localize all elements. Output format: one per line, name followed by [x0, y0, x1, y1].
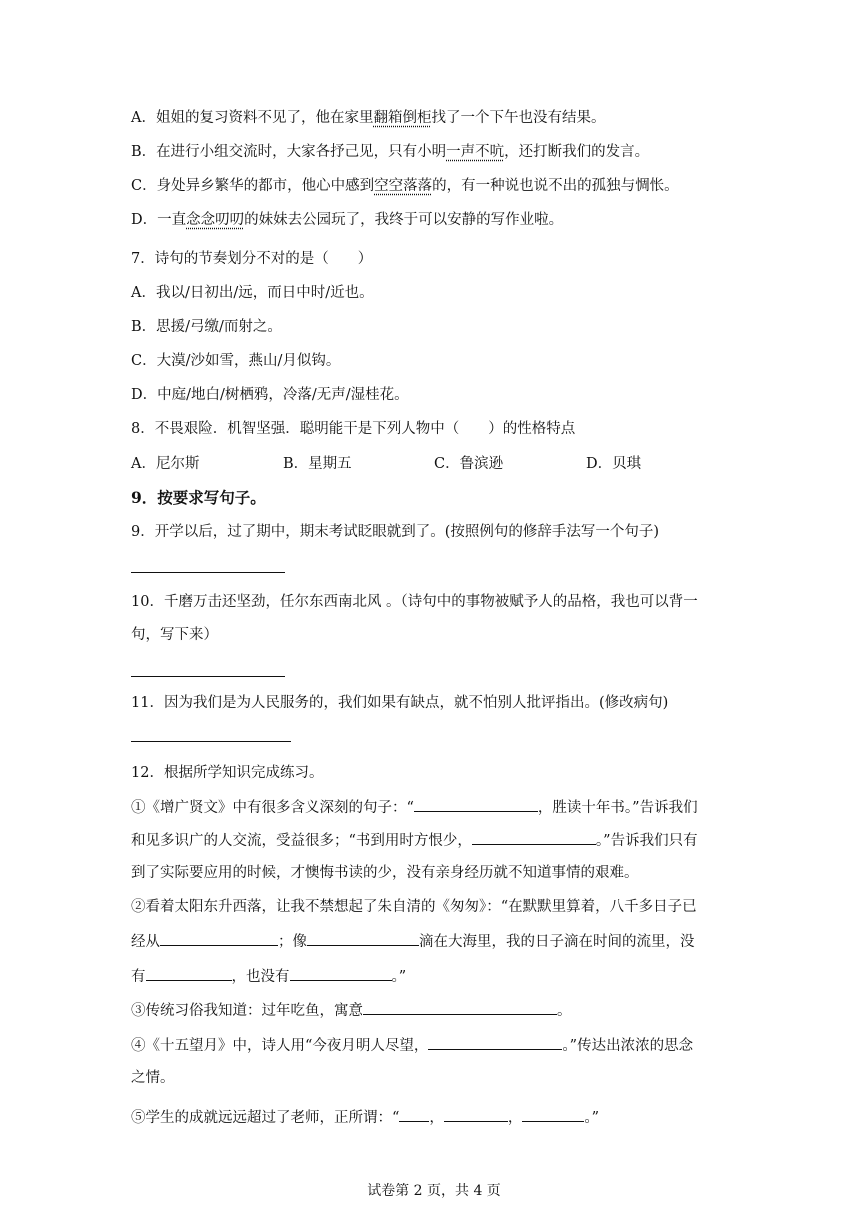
- q12-part2-line3: [131, 966, 406, 987]
- fill-blank[interactable]: [146, 966, 232, 981]
- q6-option-b: [131, 142, 649, 162]
- text: ，: [507, 1110, 523, 1126]
- option-text: 的妹妹去公园玩了，我终于可以安静的写作业啦。: [244, 212, 564, 228]
- fill-blank[interactable]: [444, 1107, 508, 1122]
- q6-option-a: [131, 108, 605, 128]
- option-text: D．一直: [131, 212, 187, 228]
- fill-blank[interactable]: [290, 966, 392, 981]
- answer-line[interactable]: [131, 676, 285, 677]
- q10-line-1: 10．千磨万击还坚劲，任尔东西南北风 。（诗句中的事物被赋予人的品格，我也可以背一: [131, 594, 698, 610]
- text: 。”: [391, 969, 407, 985]
- q11-prompt: 11．因为我们是为人民服务的，我们如果有缺点，就不怕别人批评指出。(修改病句): [131, 695, 669, 711]
- q7-stem: 7．诗句的节奏划分不对的是（ ）: [131, 251, 373, 267]
- q12-part3: [131, 1000, 572, 1021]
- q7-option-d: D．中庭/地白/树栖鸦，冷落/无声/湿桂花。: [131, 387, 409, 403]
- option-text: 找了一个下午也没有结果。: [431, 110, 606, 126]
- text: 。”传达出浓浓的思念: [562, 1038, 694, 1054]
- text: ；像: [278, 934, 307, 950]
- dotted-word: 一声不吭: [446, 144, 505, 160]
- q8-option-b: B．星期五: [283, 456, 352, 472]
- option-text: C．身处异乡繁华的都市，他心中感到: [131, 178, 375, 194]
- fill-blank[interactable]: [414, 797, 538, 812]
- text: 有: [131, 969, 146, 985]
- q12-part2-line2: [131, 931, 695, 952]
- text: ，也没有: [231, 969, 290, 985]
- option-text: B．在进行小组交流时，大家各抒己见，只有小明: [131, 144, 447, 160]
- fill-blank[interactable]: [399, 1107, 429, 1122]
- text: 。”: [584, 1110, 600, 1126]
- q8-option-a: A．尼尔斯: [131, 456, 200, 472]
- fill-blank[interactable]: [472, 830, 596, 845]
- q12-part4-line1: [131, 1035, 693, 1056]
- option-text: A．姐姐的复习资料不见了，他在家里: [131, 110, 374, 126]
- fill-blank[interactable]: [160, 931, 278, 946]
- q9-prompt: 9．开学以后，过了期中，期末考试眨眼就到了。(按照例句的修辞手法写一个句子): [131, 524, 660, 540]
- text: ，: [429, 1110, 444, 1126]
- section-heading: 9．按要求写句子。: [131, 488, 266, 507]
- q12-part1-line2: [131, 830, 698, 851]
- answer-line[interactable]: [131, 741, 291, 742]
- q8-option-c: C．鲁滨逊: [434, 456, 504, 472]
- q12-part4-line2: 之情。: [131, 1070, 175, 1086]
- dotted-word: 念念叨叨: [186, 212, 245, 228]
- q12-part2-line1: ②看着太阳东升西落，让我不禁想起了朱自清的《匆匆》：“在默默里算着，八千多日子已: [131, 899, 697, 915]
- fill-blank[interactable]: [363, 1000, 557, 1015]
- text: 。: [557, 1003, 572, 1019]
- text: 滴在大海里，我的日子滴在时间的流里，没: [419, 934, 695, 950]
- q8-option-d: D．贝琪: [586, 456, 642, 472]
- q7-option-a: A．我以/日初出/远，而日中时/近也。: [131, 285, 374, 301]
- text: 。”告诉我们只有: [595, 833, 698, 849]
- q8-stem: 8．不畏艰险．机智坚强．聪明能干是下列人物中（ ）的性格特点: [131, 421, 576, 437]
- dotted-word: 空空落落: [374, 178, 433, 194]
- q6-option-d: [131, 210, 563, 230]
- option-text: 的，有一种说也说不出的孤独与惆怅。: [432, 178, 679, 194]
- q10-line-2: 句，写下来）: [131, 627, 218, 643]
- q7-option-c: C．大漠/沙如雪，燕山/月似钩。: [131, 353, 341, 369]
- answer-line[interactable]: [131, 572, 285, 573]
- q12-part1-line3: 到了实际要应用的时候，才懊悔书读的少，没有亲身经历就不知道事情的艰难。: [131, 865, 639, 881]
- q12-stem: 12．根据所学知识完成练习。: [131, 765, 324, 781]
- fill-blank[interactable]: [522, 1107, 584, 1122]
- text: ⑤学生的成就远远超过了老师，正所谓：“: [131, 1110, 400, 1126]
- text: ③传统习俗我知道：过年吃鱼，寓意: [131, 1003, 363, 1019]
- text: 和见多识广的人交流，受益很多；“书到用时方恨少，: [131, 833, 472, 849]
- page-footer: 试卷第 2 页，共 4 页: [367, 1183, 501, 1199]
- text: ①《增广贤文》中有很多含义深刻的句子：“: [131, 800, 414, 816]
- q12-part1-line1: [131, 797, 698, 818]
- fill-blank[interactable]: [307, 931, 419, 946]
- text: ，胜读十年书。”告诉我们: [537, 800, 698, 816]
- option-text: ，还打断我们的发言。: [504, 144, 650, 160]
- text: ④《十五望月》中，诗人用“今夜月明人尽望，: [131, 1038, 429, 1054]
- dotted-word: 翻箱倒柜: [373, 110, 432, 126]
- q7-option-b: B．思援/弓缴/而射之。: [131, 319, 282, 335]
- text: 经从: [131, 934, 160, 950]
- q12-part5: [131, 1107, 599, 1128]
- q6-option-c: [131, 176, 679, 196]
- fill-blank[interactable]: [428, 1035, 562, 1050]
